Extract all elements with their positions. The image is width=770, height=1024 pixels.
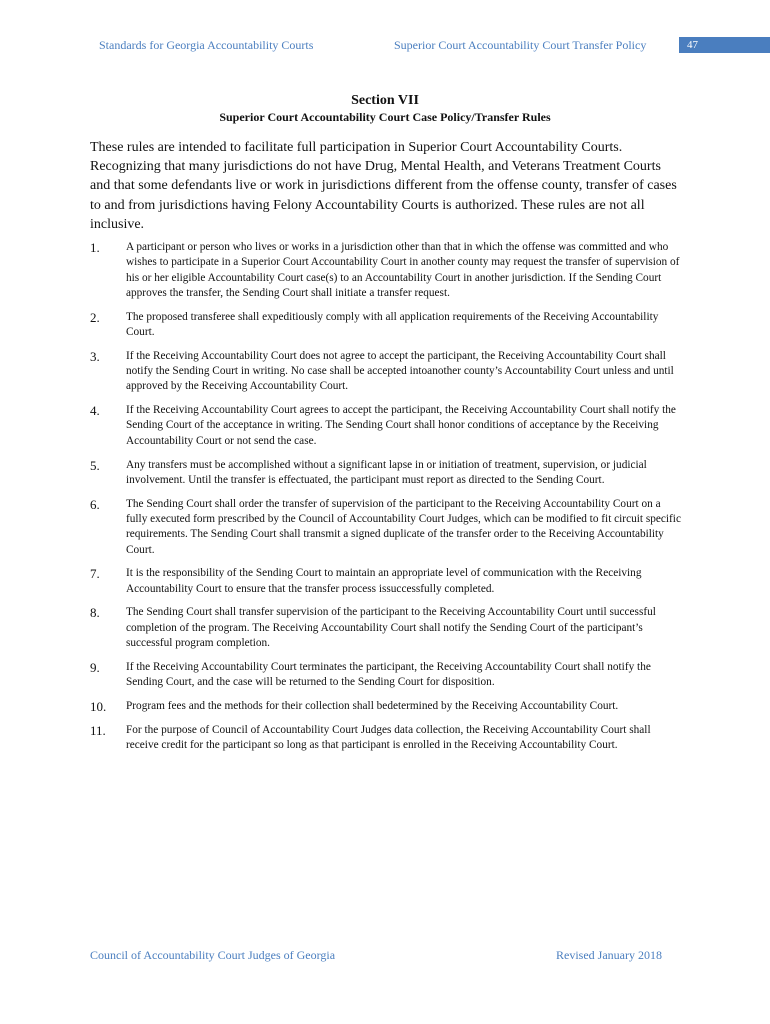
list-item xyxy=(90,310,682,341)
list-item xyxy=(90,660,682,691)
list-item-number: 2. xyxy=(90,309,100,325)
list-item-number: 11. xyxy=(90,722,106,738)
list-item-number: 9. xyxy=(90,659,100,675)
header-document-title: Standards for Georgia Accountability Courts xyxy=(99,38,314,52)
page-number-badge: 47 xyxy=(679,37,770,53)
list-item-number: 10. xyxy=(90,698,107,714)
list-item-text: The proposed transferee shall expeditiously comply with all application requirements of the Receiving Accountability Court. xyxy=(126,310,659,338)
list-item xyxy=(90,349,682,395)
list-item-text: The Sending Court shall order the transfer of supervision of the participant to the Receiving Accountability Court on a fully executed form prescribed by the Council of Accountability Court Judges, which can be modified to fit circuit specific requirements. The Sending Court shall transmit a signed duplicate of the transfer order to the Receiving Accountability Court. xyxy=(126,497,681,556)
list-item-text: Program fees and the methods for their collection shall bedetermined by the Receiving Accountability Court. xyxy=(126,699,619,712)
footer-organization: Council of Accountability Court Judges of Georgia xyxy=(90,948,336,962)
list-item-text: A participant or person who lives or works in a jurisdiction other than that in which the offense was committed and who wishes to participate in a Superior Court Accountability Court in another county may request the transfer of supervision of his or her eligible Accountability Court case(s) to an Accountability Court in another jurisdiction. If the Sending Court approves the transfer, the Sending Court shall initiate a transfer request. xyxy=(126,241,680,299)
list-item-number: 1. xyxy=(90,240,100,255)
list-item-text: If the Receiving Accountability Court does not agree to accept the participant, the Receiving Accountability Court shall notify the Sending Court in writing. No case shall be accepted intoanother county’s Accountability Court unless and until approved by the Receiving Accountability Court. xyxy=(126,349,674,393)
list-item xyxy=(90,699,682,714)
section-title: Section VII xyxy=(351,93,419,108)
list-item-number: 3. xyxy=(90,348,100,364)
intro-paragraph: These rules are intended to facilitate full participation in Superior Court Accountability Courts. Recognizing that many jurisdictions do not have Drug, Mental Health, and Veterans Treatment Courts and that some defendants live or work in jurisdictions different from the offense county, transfer of cases to and from jurisdictions having Felony Accountability Courts is authorized. These rules are not all inclusive. xyxy=(90,140,677,232)
list-item-number: 8. xyxy=(90,605,100,621)
list-item-text: It is the responsibility of the Sending Court to maintain an appropriate level of communication with the Receiving Accountability Court to ensure that the transfer process issuccessfully completed. xyxy=(126,567,642,595)
list-item xyxy=(90,566,682,597)
header-section-title: Superior Court Accountability Court Transfer Policy xyxy=(394,38,647,52)
list-item-number: 5. xyxy=(90,457,100,473)
list-item-text: The Sending Court shall transfer supervision of the participant to the Receiving Accountability Court until successful completion of the program. The Receiving Accountability Court shall notify the Sending Court of the participant’s successful program completion. xyxy=(126,606,656,650)
list-item xyxy=(90,497,682,558)
list-item xyxy=(90,723,682,754)
list-item xyxy=(90,605,682,651)
list-item xyxy=(90,403,682,449)
list-item-text: For the purpose of Council of Accountability Court Judges data collection, the Receiving Accountability Court shall receive credit for the participant so long as that participant is enrolled in the Receiving Accountability Court. xyxy=(126,723,651,752)
section-subtitle: Superior Court Accountability Court Case Policy/Transfer Rules xyxy=(219,110,551,124)
rules-list xyxy=(90,240,682,762)
list-item xyxy=(90,240,682,301)
footer-revision-date: Revised January 2018 xyxy=(556,948,662,962)
list-item xyxy=(90,458,682,489)
list-item-text: Any transfers must be accomplished without a significant lapse in or initiation of treatment, supervision, or judicial involvement. Until the transfer is effectuated, the participant must report as directed to the Sending Court. xyxy=(126,458,647,486)
list-item-text: If the Receiving Accountability Court terminates the participant, the Receiving Accountability Court shall notify the Sending Court, and the case will be returned to the Sending Court for disposition. xyxy=(126,660,651,689)
list-item-text: If the Receiving Accountability Court agrees to accept the participant, the Receiving Accountability Court shall notify the Sending Court of the acceptance in writing. The Sending Court shall honor conditions of acceptance by the Receiving Accountability Court or not send the case. xyxy=(126,404,676,447)
list-item-number: 6. xyxy=(90,496,100,512)
list-item-number: 4. xyxy=(90,403,100,419)
list-item-number: 7. xyxy=(90,566,100,582)
